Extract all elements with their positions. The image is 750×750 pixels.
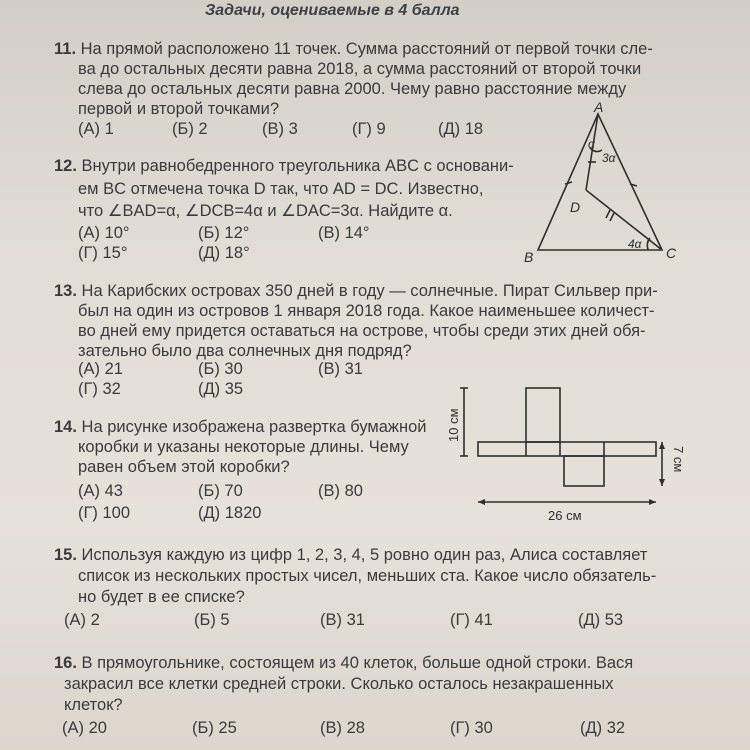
- problem-15-line-2: список из нескольких простых чисел, меньших ста. Какое число обязатель-: [78, 567, 657, 585]
- option: (Г) 15°: [78, 244, 128, 262]
- problem-number: 11.: [54, 40, 77, 58]
- problem-12-line-3: что ∠BAD=α, ∠DCB=4α и ∠DAC=3α. Найдите α.: [78, 202, 453, 220]
- option: (Г) 30: [450, 719, 493, 737]
- option: (Д) 18: [438, 120, 484, 138]
- option: (В) 3: [262, 120, 298, 138]
- option: (Б) 70: [198, 482, 243, 500]
- tick-mark: [610, 213, 614, 221]
- option: (Б) 30: [198, 360, 243, 378]
- problem-text: Внутри равнобедренного треугольника ABC с основани-: [81, 157, 514, 175]
- net-top-flap: [526, 388, 560, 442]
- problem-16-line-2: закрасил все клетки средней строки. Сколько осталось незакрашенных: [64, 675, 614, 693]
- problem-14-line-2: коробки и указаны некоторые длины. Чему: [78, 438, 409, 456]
- option: (А) 10°: [78, 224, 130, 242]
- problem-11-line-4: первой и второй точками?: [78, 100, 280, 118]
- problem-13-line-3: во дней ему придется оставаться на острове, чтобы среди этих дней обя-: [78, 322, 646, 340]
- option: (Д) 35: [198, 380, 244, 398]
- option: (А) 43: [78, 482, 123, 500]
- problem-12-line-1: [54, 157, 514, 176]
- option: (Б) 2: [172, 120, 208, 138]
- problem-number: 15.: [54, 546, 77, 564]
- problem-text: На прямой расположено 11 точек. Сумма расстояний от первой точки сле-: [80, 40, 653, 58]
- problem-number: 13.: [54, 282, 77, 300]
- arrowhead: [659, 442, 665, 449]
- option: (А) 2: [64, 611, 100, 629]
- net-bottom-flap: [564, 456, 604, 486]
- problem-11-line-3: слева до остальных десяти равна 2000. Чему равно расстояние между: [78, 80, 627, 98]
- option: (Г) 100: [78, 504, 131, 522]
- problem-11-line-1: [54, 40, 653, 59]
- label-b: B: [524, 249, 534, 265]
- option: (Б) 12°: [198, 224, 250, 242]
- label-c: C: [666, 245, 677, 261]
- label-7cm: 7 см: [671, 446, 686, 473]
- arrowhead: [478, 499, 485, 505]
- problem-text: Используя каждую из цифр 1, 2, 3, 4, 5 ровно один раз, Алиса составляет: [81, 546, 648, 564]
- option: (Д) 1820: [198, 504, 262, 522]
- problem-14-line-3: равен объем этой коробки?: [78, 458, 290, 476]
- label-4alpha: 4α: [628, 237, 642, 251]
- option: (В) 80: [318, 482, 363, 500]
- option: (Г) 41: [450, 611, 493, 629]
- problem-15-line-3: но будет в ее списке?: [78, 588, 245, 606]
- tick-mark: [565, 182, 572, 184]
- label-3alpha: 3α: [602, 151, 616, 165]
- problem-12-line-2: ем BC отмечена точка D так, что AD = DC. Известно,: [78, 180, 484, 198]
- problem-13-line-4: зательно было два солнечных дня подряд?: [78, 342, 412, 360]
- option: (А) 1: [78, 120, 114, 138]
- label-10cm: 10 см: [446, 408, 461, 442]
- option: (В) 31: [318, 360, 363, 378]
- problem-14-line-1: [54, 418, 426, 437]
- label-alpha: α: [588, 137, 595, 151]
- problem-number: 16.: [54, 654, 77, 672]
- option: (Б) 25: [192, 719, 237, 737]
- option: (В) 28: [320, 719, 365, 737]
- label-d: D: [570, 199, 581, 215]
- problem-text: В прямоугольнике, состоящем из 40 клеток, больше одной строки. Вася: [81, 654, 634, 672]
- problem-text: На Карибских островах 350 дней в году — солнечные. Пират Сильвер при-: [81, 282, 658, 300]
- problem-16-line-3: клеток?: [64, 696, 123, 714]
- label-26cm: 26 см: [548, 508, 582, 523]
- box-net-figure: [440, 380, 700, 530]
- arrowhead: [659, 479, 665, 486]
- option: (Г) 9: [352, 120, 386, 138]
- option: (Д) 18°: [198, 244, 250, 262]
- option: (А) 20: [62, 719, 107, 737]
- problem-number: 12.: [54, 157, 77, 175]
- segment-dc: [586, 190, 662, 250]
- option: (Б) 5: [194, 611, 230, 629]
- option: (В) 14°: [318, 224, 370, 242]
- triangle-figure: [510, 100, 690, 270]
- problem-text: На рисунке изображена развертка бумажной: [81, 418, 427, 436]
- problem-13-line-2: был на один из островов 1 января 2018 года. Какое наименьшее количест-: [78, 302, 655, 320]
- option: (Д) 53: [578, 611, 624, 629]
- option: (Д) 32: [580, 719, 626, 737]
- problem-13-line-1: [54, 282, 658, 301]
- net-main-strip: [478, 442, 656, 456]
- problem-number: 14.: [54, 418, 77, 436]
- section-header: Задачи, оцениваемые в 4 балла: [205, 2, 460, 19]
- option: (В) 31: [320, 611, 365, 629]
- problem-11-line-2: ва до остальных десяти равна 2018, а сумма расстояний от второй точки: [78, 60, 642, 78]
- option: (А) 21: [78, 360, 123, 378]
- problem-16-line-1: [54, 654, 633, 673]
- triangle-abc: [538, 114, 662, 250]
- tick-mark: [606, 210, 610, 218]
- label-a: A: [594, 100, 604, 115]
- problem-15-line-1: [54, 546, 647, 565]
- option: (Г) 32: [78, 380, 121, 398]
- arrowhead: [649, 499, 656, 505]
